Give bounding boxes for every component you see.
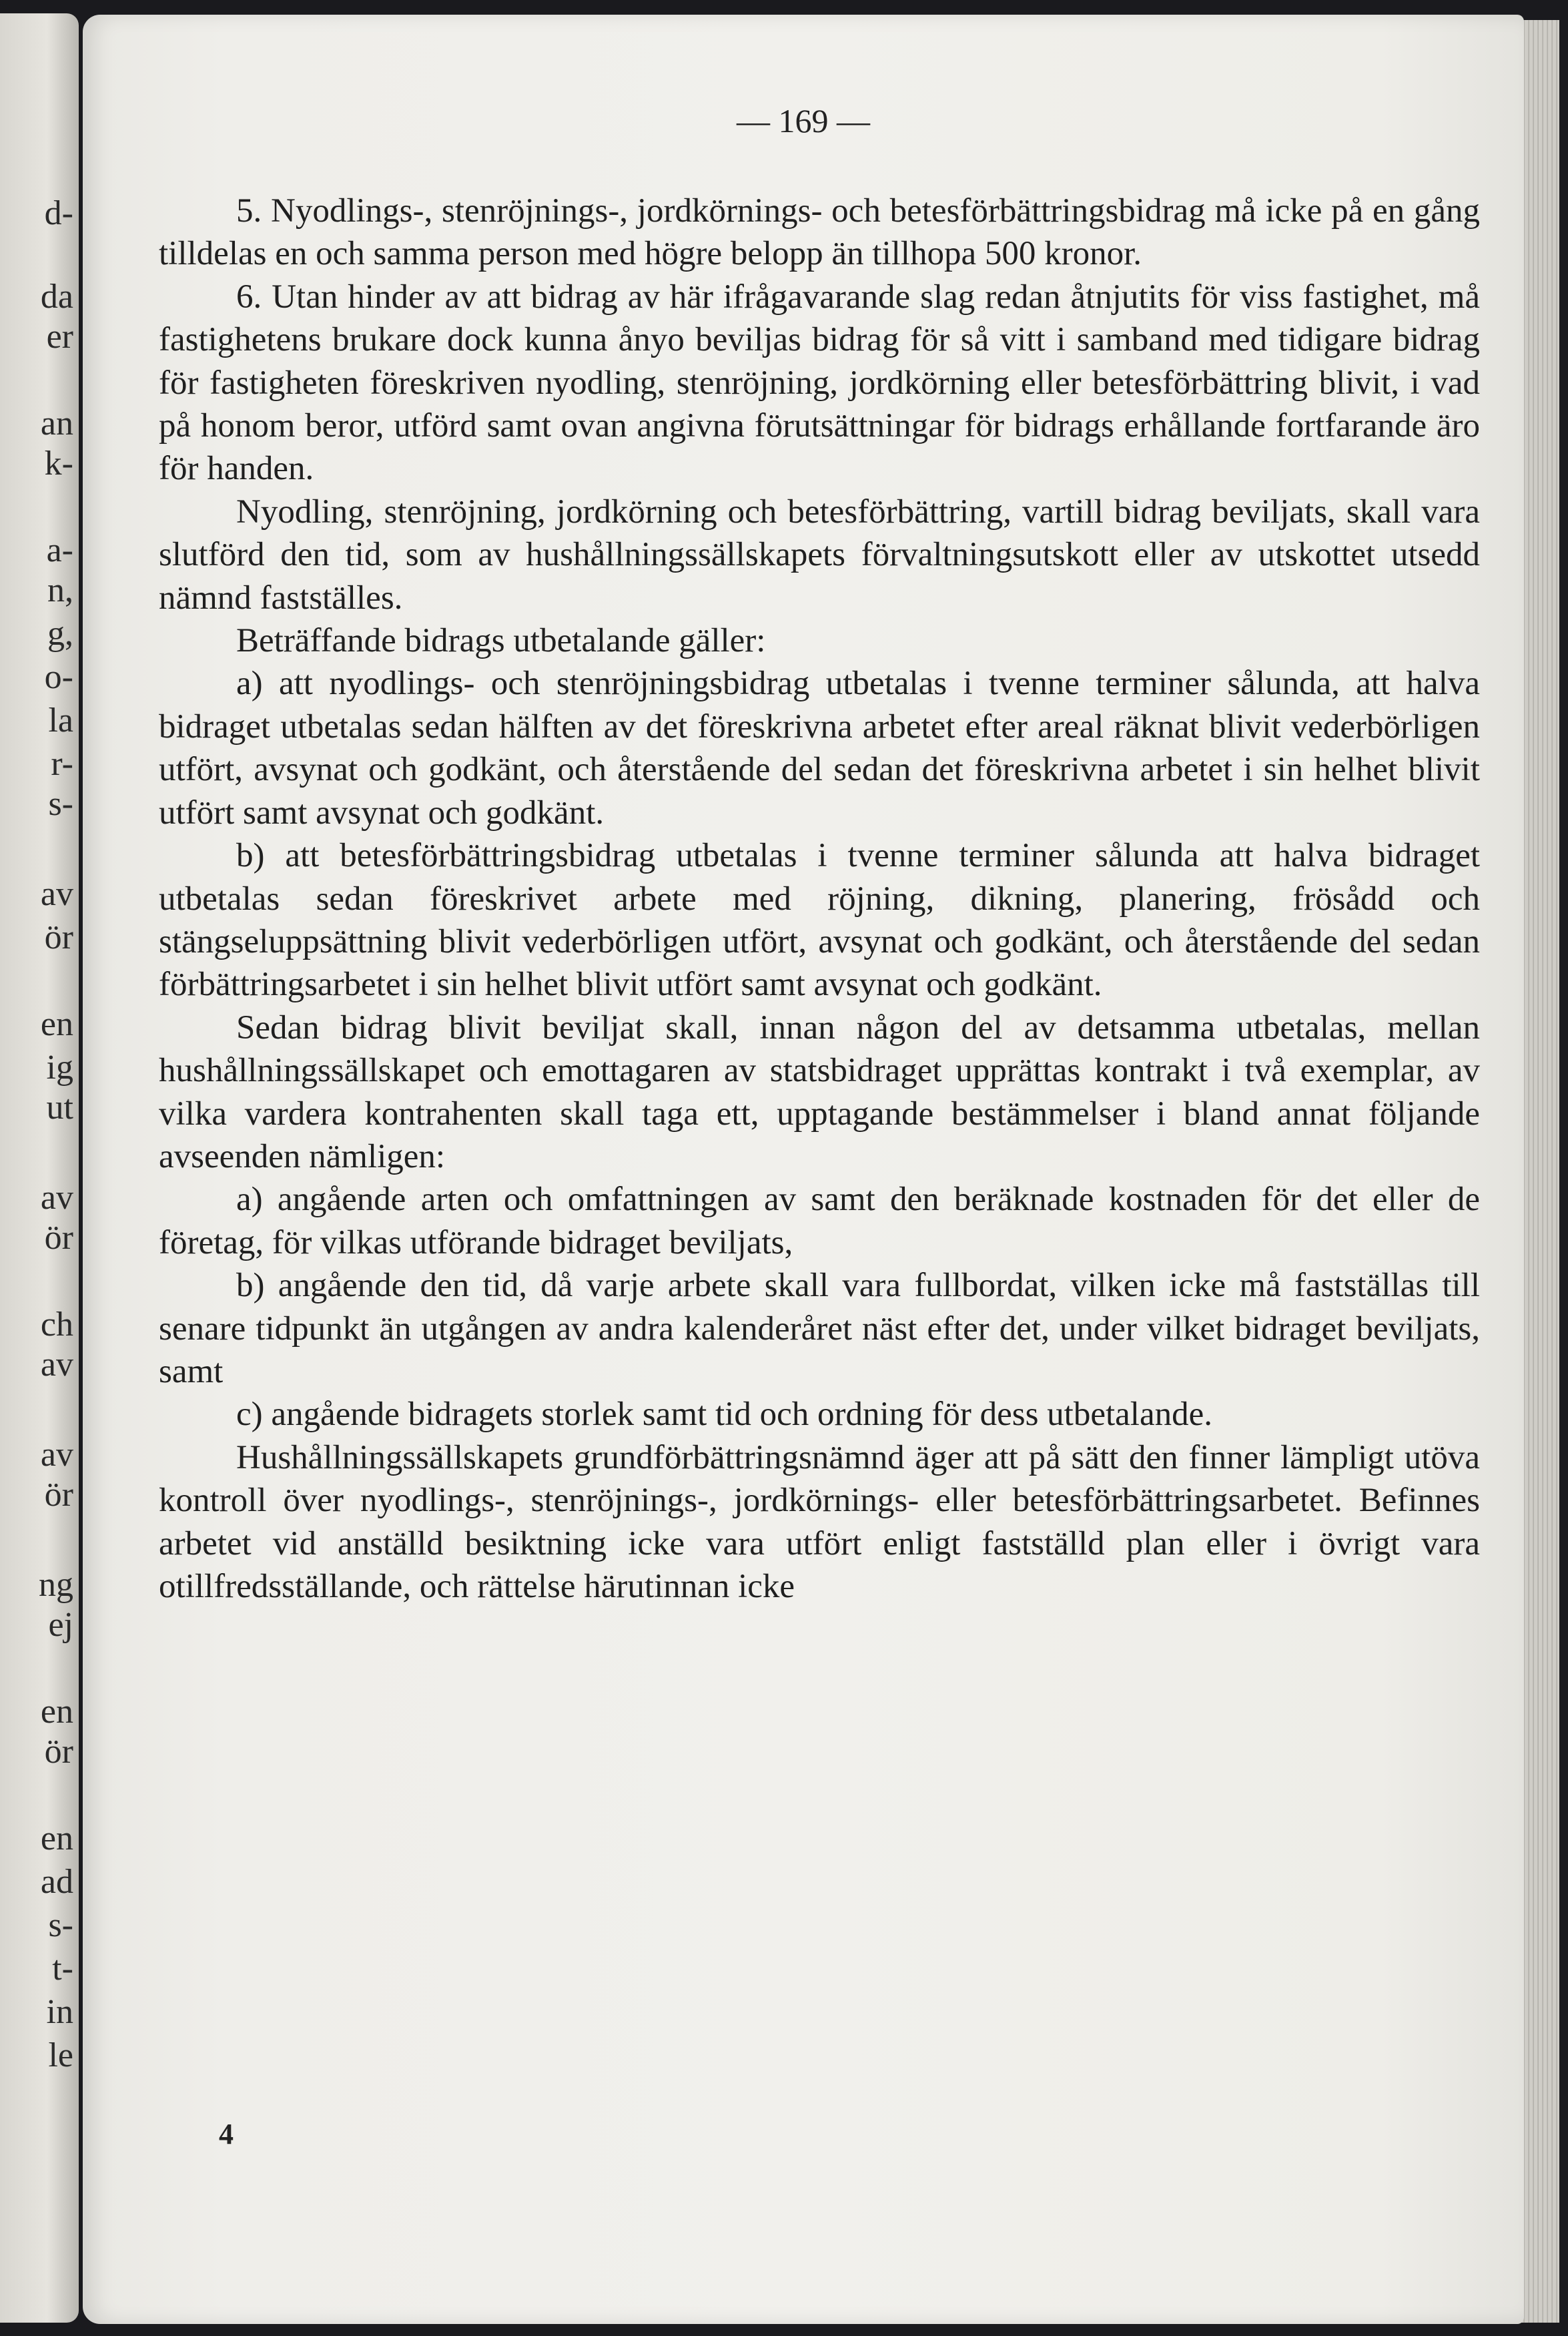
- facing-page-fragment: av: [40, 1179, 73, 1217]
- paragraph: c) angående bidragets storlek samt tid och ordning för dess utbetalande.: [236, 1396, 1212, 1434]
- facing-page-fragment: r-: [51, 745, 73, 783]
- facing-page-fragment: av: [40, 875, 73, 913]
- facing-page-fragment: en: [40, 1005, 73, 1043]
- facing-page-fragment: ör: [44, 1219, 73, 1257]
- facing-page-fragment: an: [40, 404, 73, 443]
- facing-page-fragment: a-: [46, 531, 73, 569]
- paragraph: Nyodling, stenröjning, jordkörning och betesförbättring, vartill bidrag beviljats, skall vara slutförd den tid, som av hushållningssällskapets förvaltningsutskott eller av utskottet utsedd nämnd fastställes.: [159, 493, 1480, 617]
- facing-page-fragment: en: [40, 1693, 73, 1731]
- facing-page-fragment: g,: [47, 615, 73, 653]
- facing-page-fragment: t-: [52, 1950, 73, 1988]
- facing-page-fragment: ej: [48, 1606, 73, 1644]
- facing-page-fragment: ig: [46, 1049, 73, 1087]
- paragraph: Beträffande bidrags utbetalande gäller:: [236, 622, 766, 660]
- paragraph: Hushållningssällskapets grundförbättringsnämnd äger att på sätt den finner lämpligt utöva kontroll över nyodlings-, stenröjnings-, jordkörnings- eller betesförbättringsarbetet. Befinnes arbetet vid anställd besiktning icke vara utfört enligt fastställd plan eller i övrigt vara otillfredsställande, och rättelse härutinnan icke: [159, 1438, 1480, 1605]
- facing-page-fragment: k-: [44, 445, 73, 483]
- facing-page-fragment: ch: [40, 1305, 73, 1344]
- facing-page-fragment: n,: [47, 571, 73, 609]
- paragraph: 5. Nyodlings-, stenröjnings-, jordkörnings- och betesförbättringsbidrag må icke på en gång tilldelas en och samma person med högre belopp än tillhopa 500 kronor.: [159, 192, 1480, 273]
- paragraph: b) angående den tid, då varje arbete skall vara fullbordat, vilken icke må fastställas till senare tidpunkt än utgången av andra kalenderåret näst efter det, under vilket bidraget beviljats, samt: [159, 1267, 1480, 1390]
- facing-page-fragment: la: [48, 701, 73, 740]
- book-page: [83, 15, 1524, 2324]
- paragraph: a) att nyodlings- och stenröjningsbidrag utbetalas i tvenne terminer sålunda, att halva bidraget utbetalas sedan hälften av det föreskrivna arbetet efter areal räknat blivit vederbörligen utfört, avsynat och godkänt, och återstående del sedan det föreskrivna arbetet i sin helhet blivit utfört samt avsynat och godkänt.: [159, 665, 1480, 832]
- paragraph: b) att betesförbättringsbidrag utbetalas i tvenne terminer sålunda att halva bidraget utbetalas sedan föreskrivet arbete med röjning, dikning, planering, frösådd och stängseluppsättning blivit vederbörligen utfört, avsynat och godkänt, och återstående del sedan förbättringsarbetet i sin helhet blivit utfört samt avsynat och godkänt.: [159, 837, 1480, 1004]
- signature-mark: 4: [219, 2118, 234, 2150]
- paragraph: a) angående arten och omfattningen av samt den beräknade kostnaden för det eller de företag, för vilkas utförande bidraget beviljats,: [159, 1181, 1480, 1261]
- facing-page-fragment: d-: [44, 194, 73, 232]
- paragraph: Sedan bidrag blivit beviljat skall, innan någon del av detsamma utbetalas, mellan hushållningssällskapet och emottagaren av statsbidraget upprättas kontrakt i två exemplar, av vilka vardera kontrahenten skall taga ett, upptagande bestämmelser i bland annat följande avseenden nämligen:: [159, 1008, 1480, 1175]
- facing-page-fragment: en: [40, 1819, 73, 1857]
- facing-page-fragment: in: [46, 1993, 73, 2031]
- facing-page-fragment: ör: [44, 1733, 73, 1771]
- facing-page-fragment: ng: [39, 1566, 73, 1604]
- facing-page-fragment: ut: [46, 1089, 73, 1127]
- page-body: [159, 190, 1480, 1608]
- facing-page-fragment: s-: [48, 1906, 73, 1944]
- facing-page-fragment: o-: [44, 658, 73, 696]
- facing-page-fragment: ad: [40, 1863, 73, 1901]
- paragraph: 6. Utan hinder av att bidrag av här ifrågavarande slag redan åtnjutits för viss fastighet, må fastighetens brukare dock kunna ånyo beviljas bidrag för så vitt i samband med tidigare bidrag för fastigheten föreskriven nyodling, stenröjning, jordkörning eller betesförbättring blivit, i vad på honom beror, utförd samt ovan angivna förutsättningar för bidrags erhållande fortfarande äro för handen.: [159, 278, 1480, 488]
- facing-page-fragment: av: [40, 1346, 73, 1384]
- facing-page-fragment: ör: [44, 918, 73, 956]
- page-number: — 169 —: [737, 102, 870, 139]
- facing-page-fragment: le: [48, 2036, 73, 2074]
- facing-page-fragment: s-: [48, 785, 73, 823]
- facing-page-fragment: av: [40, 1436, 73, 1474]
- facing-page-fragment: da: [40, 278, 73, 316]
- facing-page-fragment: ör: [44, 1476, 73, 1514]
- facing-page: [0, 13, 79, 2323]
- facing-page-fragment: er: [46, 318, 73, 356]
